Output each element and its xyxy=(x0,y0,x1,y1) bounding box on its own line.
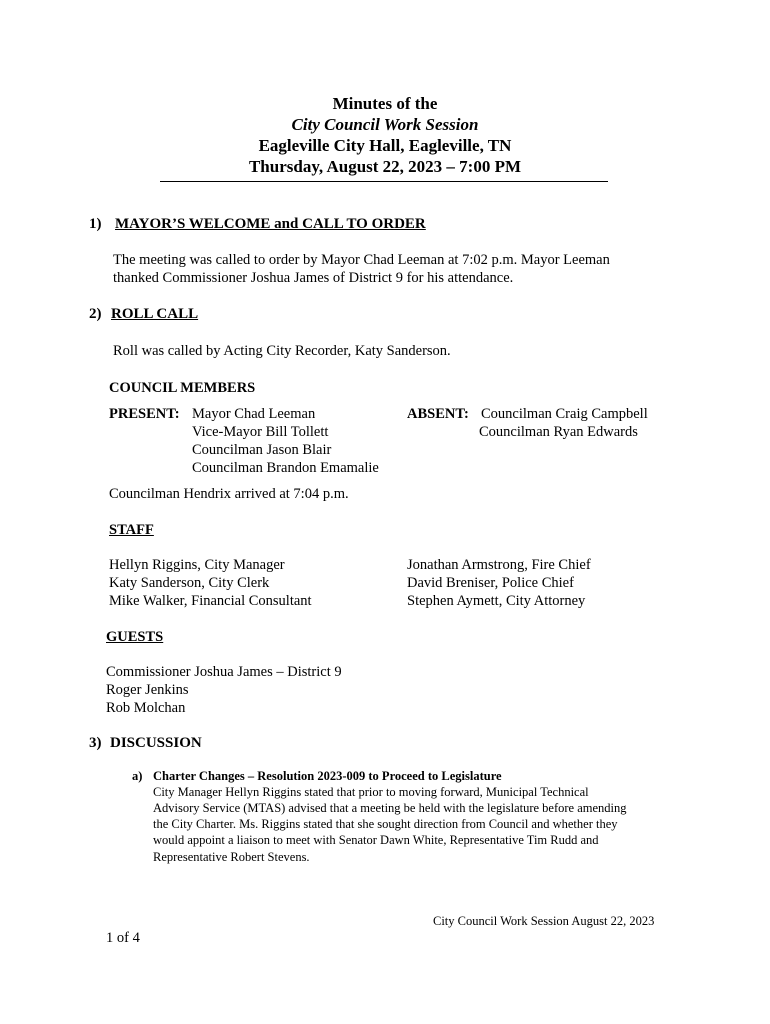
absent-label: ABSENT: xyxy=(407,406,469,422)
footer-document-title: City Council Work Session August 22, 2023 xyxy=(433,914,655,928)
section-1-title-text: MAYOR’S WELCOME and CALL TO ORDER xyxy=(115,216,426,232)
section-1-title xyxy=(115,216,426,233)
present-member: Councilman Brandon Emamalie xyxy=(192,460,379,476)
absent-member: Councilman Craig Campbell xyxy=(481,406,648,422)
item-a-title: Charter Changes – Resolution 2023-009 to Proceed to Legislature xyxy=(153,769,502,783)
section-1-number: 1) xyxy=(89,216,102,232)
present-member: Councilman Jason Blair xyxy=(192,442,332,458)
item-a-line: the City Charter. Ms. Riggins stated that she sought direction from Council and whether they xyxy=(153,817,618,831)
section-3-number: 3) xyxy=(89,735,102,751)
staff-member: Katy Sanderson, City Clerk xyxy=(109,575,270,591)
item-a-line: City Manager Hellyn Riggins stated that prior to moving forward, Municipal Technical xyxy=(153,785,589,799)
present-member: Vice-Mayor Bill Tollett xyxy=(192,424,329,440)
section-2-title-text: ROLL CALL xyxy=(111,306,199,322)
late-arrival-note: Councilman Hendrix arrived at 7:04 p.m. xyxy=(109,486,349,502)
guest-item: Roger Jenkins xyxy=(106,682,189,698)
header-line-3: Eagleville City Hall, Eagleville, TN xyxy=(258,136,512,155)
section-2-number: 2) xyxy=(89,306,102,322)
item-a-label: a) xyxy=(132,769,143,783)
absent-member: Councilman Ryan Edwards xyxy=(479,424,638,440)
staff-member: David Breniser, Police Chief xyxy=(407,575,574,591)
item-a-line: Advisory Service (MTAS) advised that a meeting be held with the legislature before amending xyxy=(153,801,627,815)
header-divider xyxy=(160,181,608,182)
header-line-1: Minutes of the xyxy=(332,94,438,113)
page-number: 1 of 4 xyxy=(106,930,140,946)
council-members-heading: COUNCIL MEMBERS xyxy=(109,380,256,396)
item-a-line: would appoint a liaison to meet with Senator Dawn White, Representative Tim Rudd and xyxy=(153,833,599,847)
item-a-line: Representative Robert Stevens. xyxy=(153,850,310,864)
staff-member: Jonathan Armstrong, Fire Chief xyxy=(407,557,591,573)
present-member: Mayor Chad Leeman xyxy=(192,406,316,422)
staff-member: Stephen Aymett, City Attorney xyxy=(407,593,586,609)
staff-member: Mike Walker, Financial Consultant xyxy=(109,593,312,609)
section-1-para-line-2: thanked Commissioner Joshua James of District 9 for his attendance. xyxy=(113,270,514,286)
guests-heading: GUESTS xyxy=(106,629,164,645)
section-1-para-line-1: The meeting was called to order by Mayor Chad Leeman at 7:02 p.m. Mayor Leeman xyxy=(113,252,610,268)
present-label: PRESENT: xyxy=(109,406,180,422)
header-line-2: City Council Work Session xyxy=(291,115,479,134)
guest-item: Rob Molchan xyxy=(106,700,186,716)
section-3-title: DISCUSSION xyxy=(110,735,202,751)
roll-call-intro: Roll was called by Acting City Recorder, Katy Sanderson. xyxy=(113,343,451,359)
staff-member: Hellyn Riggins, City Manager xyxy=(109,557,285,573)
guest-item: Commissioner Joshua James – District 9 xyxy=(106,664,342,680)
header-line-4: Thursday, August 22, 2023 – 7:00 PM xyxy=(248,157,522,176)
section-2-title xyxy=(111,306,198,323)
staff-heading: STAFF xyxy=(109,522,154,538)
